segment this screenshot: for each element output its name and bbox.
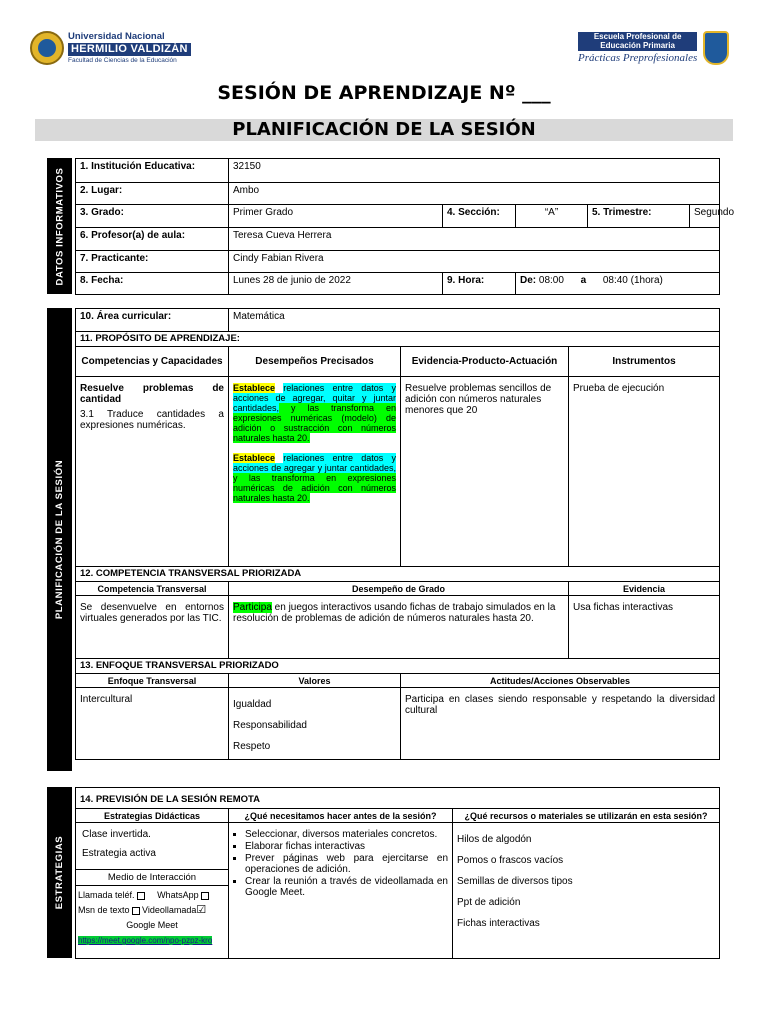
estrategia-2: Estrategia activa: [82, 848, 156, 859]
university-crest-icon: [30, 31, 64, 65]
col-evidencia: Evidencia-Producto-Actuación: [401, 347, 569, 377]
col-estrategias: Estrategias Didácticas: [76, 809, 229, 823]
instrumento-text: Prueba de ejecución: [569, 377, 720, 567]
col-antes: ¿Qué necesitamos hacer antes de la sesión?: [229, 809, 453, 823]
estrategia-1: Clase invertida.: [82, 829, 151, 840]
recurso-5: Fichas interactivas: [457, 918, 540, 929]
section-banner: PLANIFICACIÓN DE LA SESIÓN: [35, 119, 733, 141]
videollamada-checkbox-checked[interactable]: ☑: [196, 904, 207, 916]
value-institucion: 32150: [229, 159, 720, 183]
value-profesor: Teresa Cueva Herrera: [229, 228, 720, 251]
section-enfoque-transversal: 13. ENFOQUE TRANSVERSAL PRIORIZADO: [76, 659, 720, 674]
medio-google-meet: Google Meet: [126, 920, 178, 930]
label-area: 10. Área curricular:: [76, 309, 229, 332]
value-fecha: Lunes 28 de junio de 2022: [229, 273, 443, 295]
school-logo: [578, 28, 740, 68]
value-de: 08:00: [538, 275, 564, 286]
faculty-name: Facultad de Ciencias de la Educación: [68, 56, 177, 64]
value-lugar: Ambo: [229, 183, 720, 205]
medio-llamada: Llamada teléf.: [78, 890, 135, 900]
whatsapp-checkbox[interactable]: [201, 892, 209, 900]
valor-2: Responsabilidad: [233, 720, 307, 731]
section-proposito: 11. PROPÓSITO DE APRENDIZAJE:: [76, 332, 720, 347]
col-ct-evidencia: Evidencia: [569, 582, 720, 596]
label-practicante: 7. Practicante:: [76, 251, 229, 273]
label-hora: 9. Hora:: [443, 273, 516, 295]
value-hora: [516, 273, 720, 295]
antes-item-2: ▪ Elaborar fichas interactivas: [245, 841, 448, 852]
medio-whatsapp: WhatsApp: [157, 890, 199, 900]
label-a: a: [580, 275, 587, 286]
value-a: 08:40 (1hora): [602, 275, 663, 286]
antes-item-1: ▪ Seleccionar, diversos materiales concretos.: [245, 829, 448, 840]
label-profesor: 6. Profesor(a) de aula:: [76, 228, 229, 251]
university-name-line2: HERMILIO VALDIZÁN: [68, 43, 191, 56]
msn-checkbox[interactable]: [132, 907, 140, 915]
label-fecha: 8. Fecha:: [76, 273, 229, 295]
col-enfoque: Enfoque Transversal: [76, 674, 229, 688]
col-actitudes: Actitudes/Acciones Observables: [401, 674, 720, 688]
ct-competencia-text: Se desenvuelve en entornos virtuales generados por las TIC.: [76, 596, 229, 659]
university-name-line1: Universidad Nacional: [68, 31, 165, 42]
medio-videollamada: Videollamada: [142, 905, 197, 915]
value-practicante: Cindy Fabian Rivera: [229, 251, 720, 273]
planificacion-table: [75, 308, 720, 760]
ct-evidencia-text: Usa fichas interactivas: [569, 596, 720, 659]
recurso-2: Pomos o frascos vacíos: [457, 855, 564, 866]
label-grado: 3. Grado:: [76, 205, 229, 228]
side-label-estrategias: ESTRATEGIAS: [47, 787, 72, 958]
side-label-planificacion: PLANIFICACIÓN DE LA SESIÓN: [47, 308, 72, 771]
actitudes-text: Participa en clases siendo responsable y respetando la diversidad cultural: [401, 688, 720, 760]
recurso-3: Semillas de diversos tipos: [457, 876, 573, 887]
label-institucion: 1. Institución Educativa:: [76, 159, 229, 183]
label-seccion: 4. Sección:: [443, 205, 516, 228]
valor-3: Respeto: [233, 741, 271, 752]
col-desempeno-grado: Desempeño de Grado: [229, 582, 569, 596]
desempeno-2: Establece relaciones entre datos y acciones de agregar y juntar cantidades, y las transforma en expresiones numéricas de adición con números naturales hasta 20.: [233, 453, 396, 503]
school-name-line1: Escuela Profesional de: [578, 32, 697, 42]
col-recursos: ¿Qué recursos o materiales se utilizarán en esta sesión?: [453, 809, 720, 823]
medio-msn: Msn de texto: [78, 905, 130, 915]
section-prevision: 14. PREVISIÓN DE LA SESIÓN REMOTA: [76, 788, 720, 809]
col-instrumentos: Instrumentos: [569, 347, 720, 377]
recurso-4: Ppt de adición: [457, 897, 521, 908]
ct-desempeno-text: Participa en juegos interactivos usando fichas de trabajo simulados en la resolución de problemas de adición de números naturales hasta 20.: [229, 596, 569, 659]
col-competencia-transversal: Competencia Transversal: [76, 582, 229, 596]
section-competencia-transversal: 12. COMPETENCIA TRANSVERSAL PRIORIZADA: [76, 567, 720, 582]
datos-table: [75, 158, 735, 295]
university-logo: [30, 28, 200, 68]
medio-interaccion-title: Medio de Interacción: [76, 869, 228, 886]
recurso-1: Hilos de algodón: [457, 834, 532, 845]
enfoque-text: Intercultural: [76, 688, 229, 760]
label-trimestre: 5. Trimestre:: [588, 205, 690, 228]
school-shield-icon: [703, 31, 729, 65]
meet-link[interactable]: https://meet.google.com/npo-pzpz-kro: [78, 936, 213, 945]
value-grado: Primer Grado: [229, 205, 443, 228]
value-trimestre: Segundo: [690, 205, 720, 228]
side-label-datos: DATOS INFORMATIVOS: [47, 158, 72, 294]
label-lugar: 2. Lugar:: [76, 183, 229, 205]
llamada-checkbox[interactable]: [137, 892, 145, 900]
school-name-line3: Prácticas Preprofesionales: [578, 52, 698, 64]
col-desempenos: Desempeños Precisados: [229, 347, 401, 377]
competencia-text: Resuelve problemas de cantidad: [80, 383, 224, 405]
school-name-line2: Educación Primaria: [578, 42, 697, 51]
capacidad-text: 3.1 Traduce cantidades a expresiones numéricas.: [80, 409, 224, 431]
antes-item-4: ▪ Crear la reunión a través de videollamada en Google Meet.: [245, 876, 448, 898]
antes-item-3: ▪ Prever páginas web para ejercitarse en operaciones de adición.: [245, 853, 448, 875]
page-title: SESIÓN DE APRENDIZAJE Nº ___: [217, 82, 551, 104]
desempeno-1: Establece relaciones entre datos y acciones de agregar, quitar y juntar cantidades, y las transforma en expresiones numéricas (modelo) de adición o sustracción con números naturales hasta 20.: [233, 383, 396, 443]
evidencia-text: Resuelve problemas sencillos de adición con números naturales menores que 20: [401, 377, 569, 567]
value-seccion: “A”: [516, 205, 588, 228]
label-de: De:: [520, 275, 537, 286]
estrategias-table: [75, 787, 720, 959]
value-area: Matemática: [229, 309, 720, 332]
valor-1: Igualdad: [233, 699, 272, 710]
col-competencias: Competencias y Capacidades: [76, 347, 229, 377]
col-valores: Valores: [229, 674, 401, 688]
